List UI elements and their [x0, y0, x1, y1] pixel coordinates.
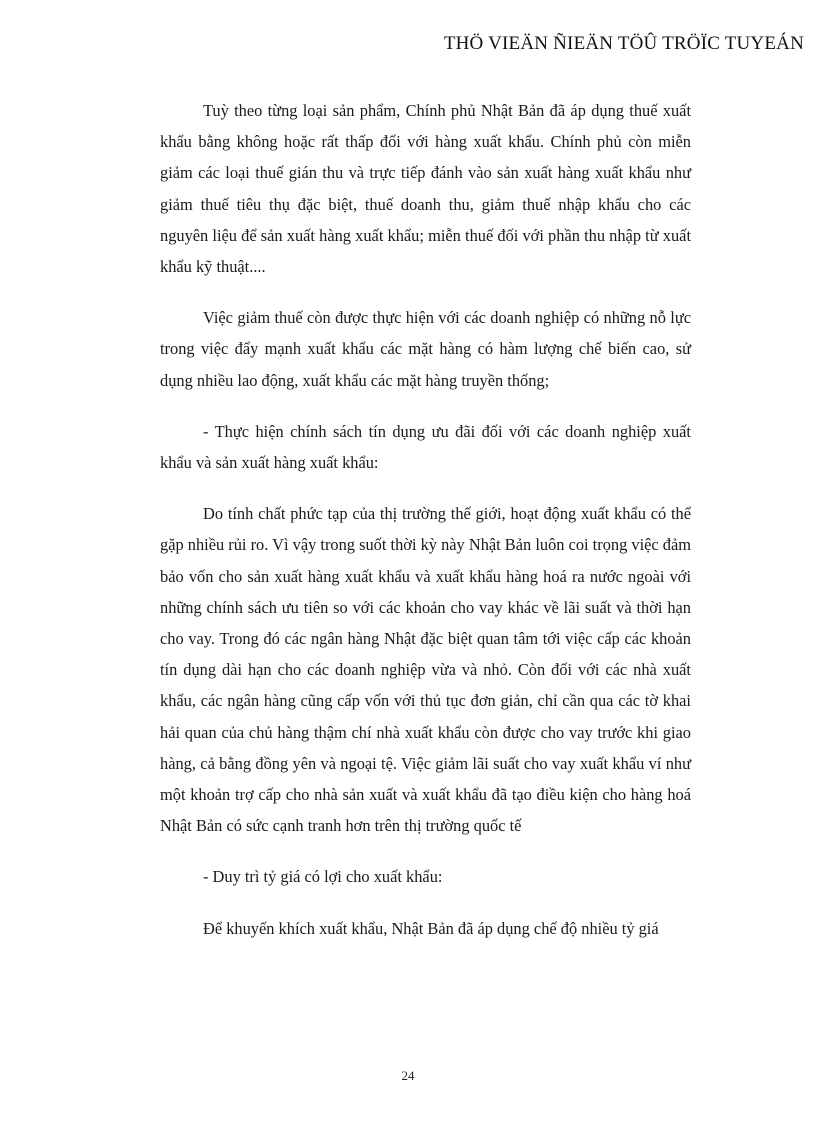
paragraph-export-tax: Tuỳ theo từng loại sản phẩm, Chính phủ Nhật Bản đã áp dụng thuế xuất khẩu bằng không hoặc rất thấp đối với hàng xuất khẩu. Chính phủ còn miễn giảm các loại thuế gián thu và trực tiếp đánh vào sản xuất hàng xuất khẩu như giảm thuế tiêu thụ đặc biệt, thuế doanh thu, giảm thuế nhập khẩu cho các nguyên liệu để sản xuất hàng xuất khẩu; miễn thuế đối với phần thu nhập từ xuất khẩu kỹ thuật....: [160, 101, 691, 277]
paragraph-exchange-rate-heading: - Duy trì tỷ giá có lợi cho xuất khẩu:: [203, 867, 443, 887]
document-body: [160, 95, 691, 964]
library-header: THÖ VIEÄN ÑIEÄN TÖÛ TRÖÏC TUYEÁN: [443, 33, 804, 54]
paragraph-credit-policy-heading: - Thực hiện chính sách tín dụng ưu đãi đối với các doanh nghiệp xuất khẩu và sản xuất hàng xuất khẩu:: [160, 421, 691, 473]
paragraph-tax-reduction: Việc giảm thuế còn được thực hiện với các doanh nghiệp có những nỗ lực trong việc đẩy mạnh xuất khẩu các mặt hàng có hàm lượng chế biến cao, sử dụng nhiều lao động, xuất khẩu các mặt hàng truyền thống;: [160, 308, 691, 390]
paragraph-credit-policy: Do tính chất phức tạp của thị trường thế giới, hoạt động xuất khẩu có thể gặp nhiều rủi ro. Vì vậy trong suốt thời kỳ này Nhật Bản luôn coi trọng việc đảm bảo vốn cho sản xuất hàng xuất khẩu và xuất khẩu hàng hoá ra nước ngoài với những chính sách ưu tiên so với các khoản cho vay khác về lãi suất và thời hạn cho vay. Trong đó các ngân hàng Nhật đặc biệt quan tâm tới việc cấp các khoản tín dụng dài hạn cho các doanh nghiệp vừa và nhỏ. Còn đối với các nhà xuất khẩu, các ngân hàng cũng cấp vốn với thủ tục đơn giản, chỉ cần qua các tờ khai hải quan của chủ hàng thậm chí nhà xuất khẩu còn được cho vay trước khi giao hàng, cả bằng đồng yên và ngoại tệ. Việc giảm lãi suất cho vay xuất khẩu ví như một khoản trợ cấp cho nhà sản xuất và xuất khẩu đã tạo điều kiện cho hàng hoá Nhật Bản có sức cạnh tranh hơn trên thị trường quốc tế: [160, 504, 691, 836]
paragraph-exchange-rate: Để khuyến khích xuất khẩu, Nhật Bản đã áp dụng chế độ nhiều tỷ giá: [203, 918, 659, 938]
page-number: 24: [401, 1068, 415, 1083]
